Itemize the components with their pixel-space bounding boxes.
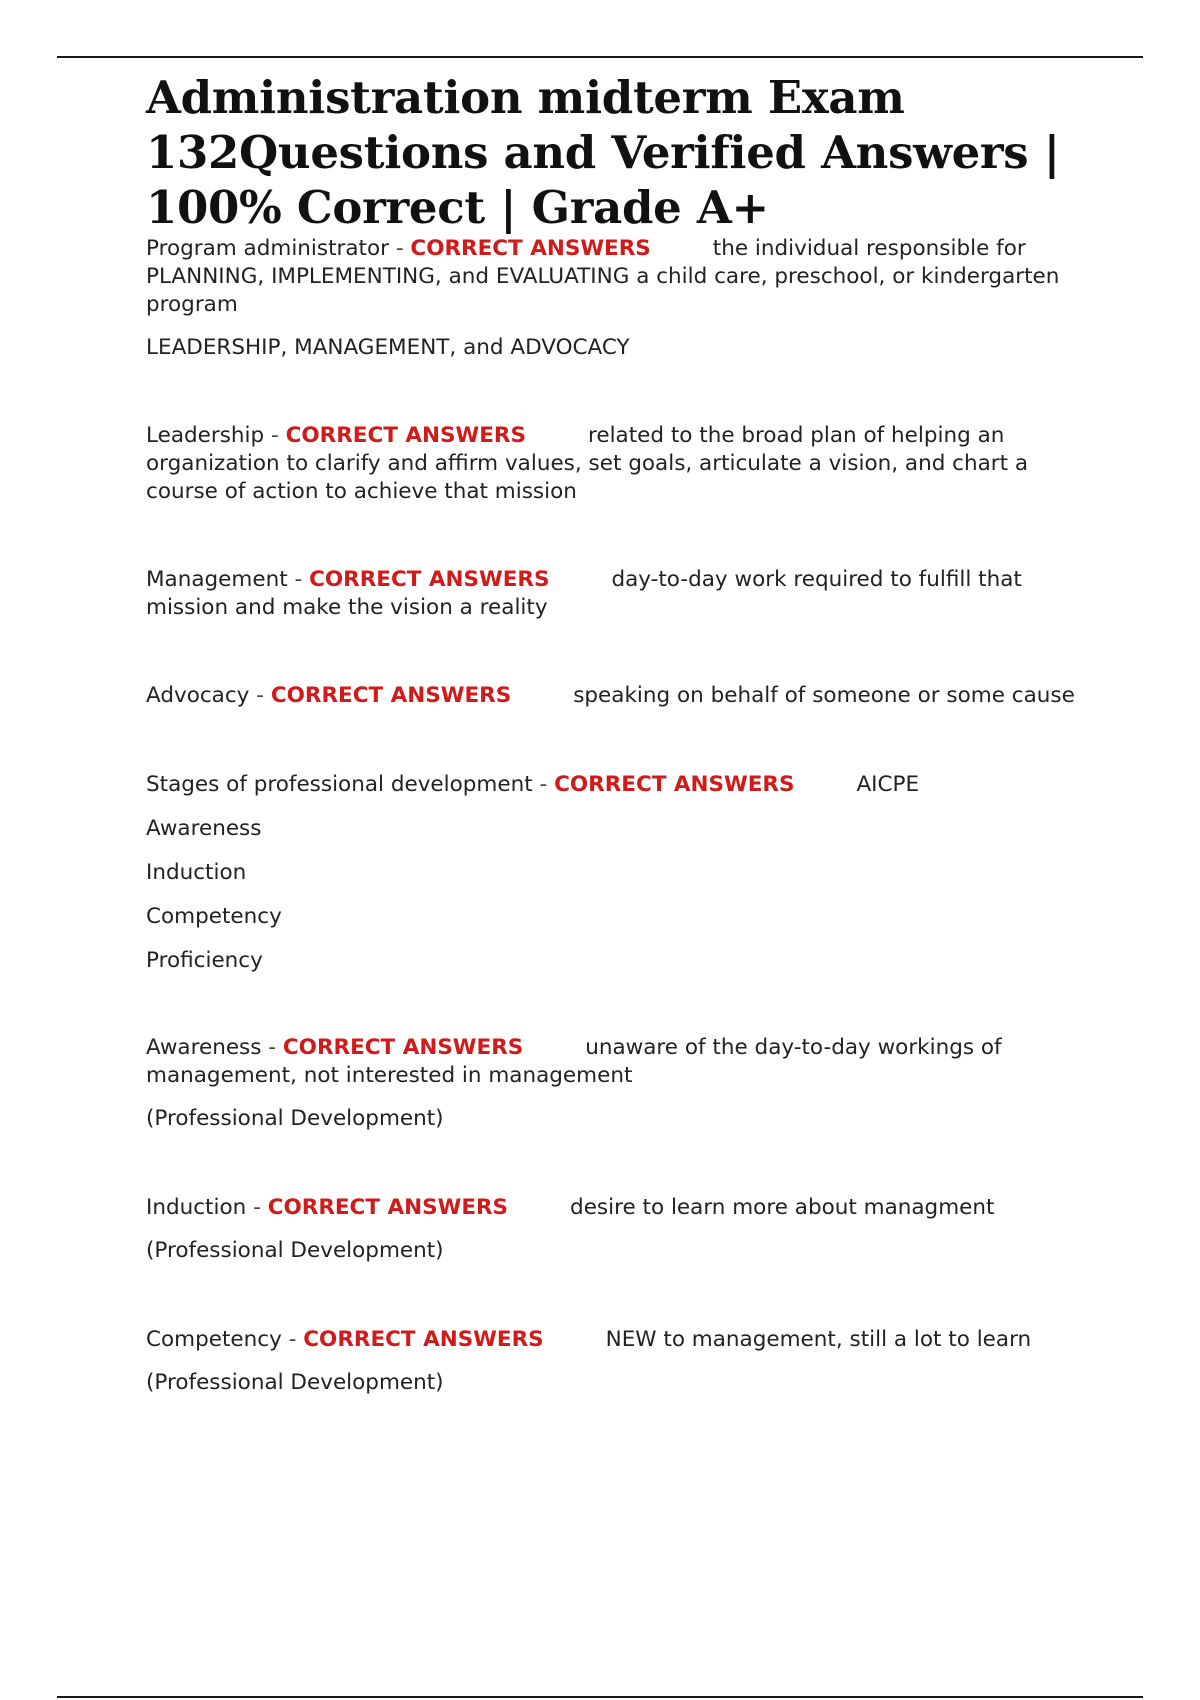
correct-answers-label: CORRECT ANSWERS — [554, 772, 795, 797]
correct-answers-label: CORRECT ANSWERS — [282, 1035, 524, 1060]
qa-line — [146, 1034, 1096, 1090]
entry-induction — [146, 1194, 1096, 1265]
extra-line: (Professional Development) — [146, 1238, 444, 1263]
correct-answers-label: CORRECT ANSWERS — [303, 1327, 544, 1352]
definition: NEW to management, still a lot to learn — [605, 1327, 1032, 1352]
correct-answers-label: CORRECT ANSWERS — [410, 236, 651, 261]
entry-advocacy — [146, 682, 1096, 710]
correct-answers-label: CORRECT ANSWERS — [309, 567, 550, 592]
definition: speaking on behalf of someone or some cause — [573, 683, 1075, 708]
term: Competency — [146, 1327, 282, 1352]
entry-competency — [146, 1326, 1096, 1397]
top-rule — [57, 56, 1143, 58]
qa-line — [146, 422, 1096, 506]
separator: - — [294, 567, 303, 592]
extra-line: (Professional Development) — [146, 1106, 444, 1131]
separator: - — [256, 683, 265, 708]
entry-leadership — [146, 422, 1096, 506]
term: Induction — [146, 1195, 247, 1220]
term: Program administrator — [146, 236, 389, 261]
correct-answers-label: CORRECT ANSWERS — [267, 1195, 509, 1220]
definition: the individual responsible for PLANNING, IMPLEMENTING, and EVALUATING a child care, preschool, or kindergarten program — [146, 236, 1060, 317]
qa-line — [146, 235, 1096, 319]
extra-line: LEADERSHIP, MANAGEMENT, and ADVOCACY — [146, 335, 630, 360]
definition: related to the broad plan of helping an organization to clarify and affirm values, set goals, articulate a vision, and chart a course of action to achieve that mission — [146, 423, 1029, 504]
stage-item: Awareness — [146, 816, 262, 841]
definition: unaware of the day-to-day workings of management, not interested in management — [146, 1035, 1002, 1088]
bottom-rule — [57, 1696, 1143, 1698]
qa-line — [146, 1326, 1096, 1354]
separator: - — [395, 236, 404, 261]
term: Awareness — [146, 1035, 262, 1060]
qa-line — [146, 682, 1096, 710]
definition: day-to-day work required to fulfill that mission and make the vision a reality — [146, 567, 1022, 620]
separator: - — [539, 772, 548, 797]
correct-answers-label: CORRECT ANSWERS — [270, 683, 512, 708]
document-title: Administration midterm Exam 132Questions and Verified Answers | 100% Correct | Grade A+ — [146, 71, 1060, 234]
definition: AICPE — [856, 772, 920, 797]
correct-answers-label: CORRECT ANSWERS — [285, 423, 526, 448]
stage-item: Competency — [146, 904, 282, 929]
extra-line: (Professional Development) — [146, 1370, 444, 1395]
stage-item: Proficiency — [146, 948, 263, 973]
entry-awareness — [146, 1034, 1096, 1133]
separator: - — [271, 423, 279, 448]
document-body — [146, 70, 1096, 1397]
stage-item: Induction — [146, 860, 247, 885]
entry-stages-of-professional-development — [146, 771, 1096, 975]
separator: - — [268, 1035, 277, 1060]
entry-program-administrator — [146, 235, 1096, 362]
term: Stages of professional development — [146, 772, 533, 797]
term: Management — [146, 567, 288, 592]
separator: - — [253, 1195, 261, 1220]
separator: - — [288, 1327, 297, 1352]
qa-line — [146, 566, 1096, 622]
term: Advocacy — [146, 683, 250, 708]
entry-management — [146, 566, 1096, 622]
definition: desire to learn more about managment — [570, 1195, 995, 1220]
qa-line — [146, 1194, 1096, 1222]
term: Leadership — [146, 423, 265, 448]
qa-line — [146, 771, 1096, 799]
